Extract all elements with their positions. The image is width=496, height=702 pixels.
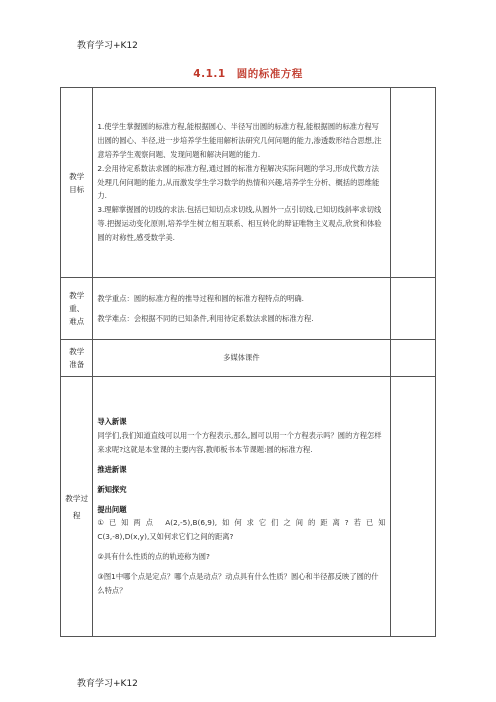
goal-item-2: 2.会用待定系数法求圆的标准方程,通过圆的标准方程解决实际问题的学习,形成代数方法处理几何问题的能力,从而激发学生学习数学的热情和兴趣,培养学生分析、概括的思维能力. <box>97 163 380 201</box>
keypoints-notes-cell <box>390 278 436 340</box>
heading-new-lesson: 推进新课 <box>97 464 127 474</box>
heading-questions: 提出问题 <box>97 504 127 514</box>
lesson-plan-table <box>60 87 436 637</box>
keypoints-label-line3: 难点 <box>69 317 85 326</box>
question-2: ②具有什么性质的点的轨迹称为圆? <box>97 552 210 562</box>
goals-content-cell <box>93 88 390 278</box>
heading-explore: 新知探究 <box>97 484 127 494</box>
question-3: ③图1中哪个点是定点？哪个点是动点？动点具有什么性质？圆心和半径都反映了圆的什么特点？ <box>97 572 379 596</box>
teaching-focus: 教学重点：圆的标准方程的推导过程和圆的标准方程特点的明确. <box>97 293 304 303</box>
goals-label: 教学目标 <box>69 171 85 194</box>
process-content-cell <box>93 377 390 637</box>
goals-label-cell <box>61 88 93 278</box>
question-1-line1: ①已知两点 A(2,-5),B(6,9),如何求它们之间的距离?若已知 <box>97 518 386 528</box>
goals-row <box>61 88 436 278</box>
process-label-cell <box>61 377 93 637</box>
prep-content: 多媒体课件 <box>223 353 260 363</box>
keypoints-label-line1: 教学 <box>69 291 85 300</box>
question-1-line2: C(3,-8),D(x,y),又如何求它们之间的距离? <box>97 532 234 542</box>
intro-text: 同学们,我们知道直线可以用一个方程表示,那么,圆可以用一个方程表示吗？圆的方程怎样来求呢?这就是本堂课的主要内容,教师板书本节课题:圆的标准方程. <box>97 430 382 454</box>
process-row <box>61 377 436 637</box>
goals-notes-cell <box>390 88 436 278</box>
heading-intro: 导入新课 <box>97 417 127 427</box>
prep-content-cell <box>93 340 390 377</box>
goal-item-1: 1.使学生掌握圆的标准方程,能根据圆心、半径写出圆的标准方程,能根据圆的标准方程写出圆的圆心、半径,进一步培养学生能用解析法研究几何问题的能力,渗透数形结合思想,注意培养学生观察问题、发现问题和解决问题的能力. <box>97 121 382 159</box>
process-notes-cell <box>390 377 436 637</box>
teaching-difficulty: 教学难点：会根据不同的已知条件,利用待定系数法求圆的标准方程. <box>97 313 314 323</box>
prep-label-line1: 教学 <box>69 347 85 356</box>
goal-item-3: 3.理解掌握圆的切线的求法.包括已知切点求切线,从圆外一点引切线,已知切线斜率求切线等.把握运动变化原则,培养学生树立相互联系、相互转化的辩证唯物主义观点,欣赏和体验圆的对称性,感受数学美. <box>97 205 382 243</box>
page-footer: 教育学习+K12 <box>77 679 138 689</box>
keypoints-label-line2: 重、 <box>69 304 85 313</box>
document-title: 4.1.1 圆的标准方程 <box>193 68 303 80</box>
process-label-line2: 程 <box>72 510 81 520</box>
keypoints-content-cell <box>93 278 390 340</box>
keypoints-label-cell <box>61 278 93 340</box>
prep-label-cell <box>61 340 93 377</box>
prep-notes-cell <box>390 340 436 377</box>
prep-label-line2: 准备 <box>69 360 85 369</box>
keypoints-row <box>61 278 436 340</box>
process-label-line1: 教学过 <box>65 493 89 503</box>
page-header: 教育学习+K12 <box>77 41 138 51</box>
prep-row <box>61 340 436 377</box>
